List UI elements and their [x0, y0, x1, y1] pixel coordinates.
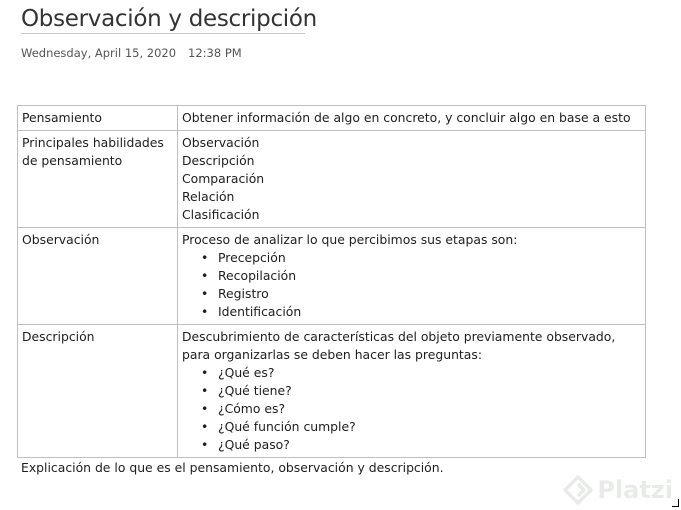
term-text: Observación — [22, 232, 100, 247]
definition-cell[interactable] — [178, 228, 646, 325]
term-cell[interactable] — [18, 228, 178, 325]
definition-cell[interactable] — [178, 131, 646, 228]
page-time-value: 12:38 PM — [188, 46, 242, 60]
bullet-item: • ¿Qué es? — [218, 364, 641, 382]
term-cell[interactable] — [18, 106, 178, 131]
page-date-value: Wednesday, April 15, 2020 — [21, 46, 177, 60]
definition-line: Proceso de analizar lo que percibimos sus etapas son: — [182, 232, 518, 247]
page-date — [21, 46, 242, 60]
table-row-habilidades — [18, 131, 646, 228]
bullet-item: • ¿Cómo es? — [218, 400, 641, 418]
definition-line: Descubrimiento de características del objeto previamente observado, para organizarlas se deben hacer las preguntas: — [182, 329, 616, 362]
definition-line: Observación — [182, 135, 260, 150]
bullet-item: • ¿Qué paso? — [218, 436, 641, 454]
platzi-logo-icon — [563, 475, 593, 505]
table-row-observacion — [18, 228, 646, 325]
platzi-watermark — [563, 475, 673, 505]
definition-line: Comparación — [182, 171, 265, 186]
term-text: Pensamiento — [22, 110, 102, 125]
definition-line: Descripción — [182, 153, 255, 168]
term-cell[interactable] — [18, 131, 178, 228]
bullet-item: • Identificación — [218, 303, 641, 321]
notes-table — [17, 105, 646, 458]
definition-line: Relación — [182, 189, 235, 204]
definition-cell[interactable] — [178, 106, 646, 131]
definition-cell[interactable] — [178, 325, 646, 458]
definition-line: Clasificación — [182, 207, 260, 222]
watermark-text: Platzi — [597, 476, 673, 504]
bullet-list — [182, 364, 641, 454]
resize-corner — [672, 499, 679, 507]
bullet-item: • ¿Qué función cumple? — [218, 418, 641, 436]
table-row-pensamiento — [18, 106, 646, 131]
bullet-list — [182, 249, 641, 321]
bullet-item: • Registro — [218, 285, 641, 303]
table-caption[interactable]: Explicación de lo que es el pensamiento, observación y descripción. — [21, 460, 444, 475]
bullet-item: • Precepción — [218, 249, 641, 267]
table-row-descripcion — [18, 325, 646, 458]
page-title[interactable]: Observación y descripción — [21, 6, 317, 32]
bullet-item: • Recopilación — [218, 267, 641, 285]
term-cell[interactable] — [18, 325, 178, 458]
definition-line: Obtener información de algo en concreto, y concluir algo en base a esto — [182, 110, 631, 125]
bullet-item: • ¿Qué tiene? — [218, 382, 641, 400]
term-text: Descripción — [22, 329, 95, 344]
term-text: Principales habilidades de pensamiento — [22, 135, 164, 168]
